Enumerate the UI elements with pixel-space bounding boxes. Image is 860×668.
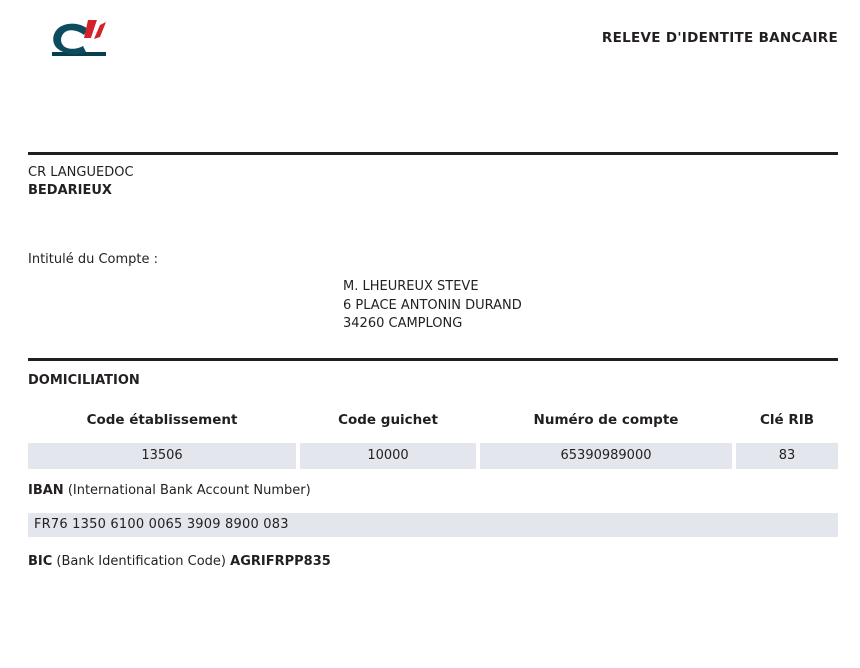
divider-top: [28, 152, 838, 155]
value-code-etablissement: 13506: [28, 443, 296, 469]
holder-address: 6 PLACE ANTONIN DURAND: [343, 297, 522, 313]
document-title: RELEVE D'IDENTITE BANCAIRE: [601, 30, 838, 46]
column-header-numero-de-compte: Numéro de compte: [533, 412, 679, 428]
bic-value: AGRIFRPP835: [230, 554, 331, 569]
iban-value: FR76 1350 6100 0065 3909 8900 083: [28, 513, 838, 537]
column-header-cle-rib: Clé RIB: [759, 412, 815, 428]
holder-city: 34260 CAMPLONG: [343, 316, 463, 331]
account-holder-block: [343, 278, 522, 334]
iban-label-rest: (International Bank Account Number): [63, 483, 311, 498]
column-header-code-etablissement: Code établissement: [86, 412, 238, 428]
iban-label-bold: IBAN: [28, 483, 64, 498]
account-title-label: Intitulé du Compte :: [28, 252, 159, 267]
column-header-code-guichet: Code guichet: [338, 412, 438, 428]
bic-line: [28, 554, 331, 569]
credit-agricole-logo-icon: [44, 16, 116, 60]
branch-city: BEDARIEUX: [28, 183, 112, 198]
rib-table-row: [28, 443, 838, 469]
rib-table-header: [28, 412, 838, 434]
bic-label-rest: (Bank Identification Code): [52, 554, 231, 569]
value-cle-rib: 83: [736, 443, 838, 469]
bic-label-bold: BIC: [28, 554, 53, 569]
divider-middle: [28, 358, 838, 361]
document-header: [0, 0, 860, 120]
bank-name: CR LANGUEDOC: [28, 165, 134, 180]
domiciliation-heading: DOMICILIATION: [28, 373, 140, 388]
iban-label: [28, 483, 311, 498]
branch-info: [28, 164, 134, 200]
value-numero-de-compte: 65390989000: [480, 443, 732, 469]
value-code-guichet: 10000: [300, 443, 476, 469]
holder-name: M. LHEUREUX STEVE: [343, 279, 479, 294]
